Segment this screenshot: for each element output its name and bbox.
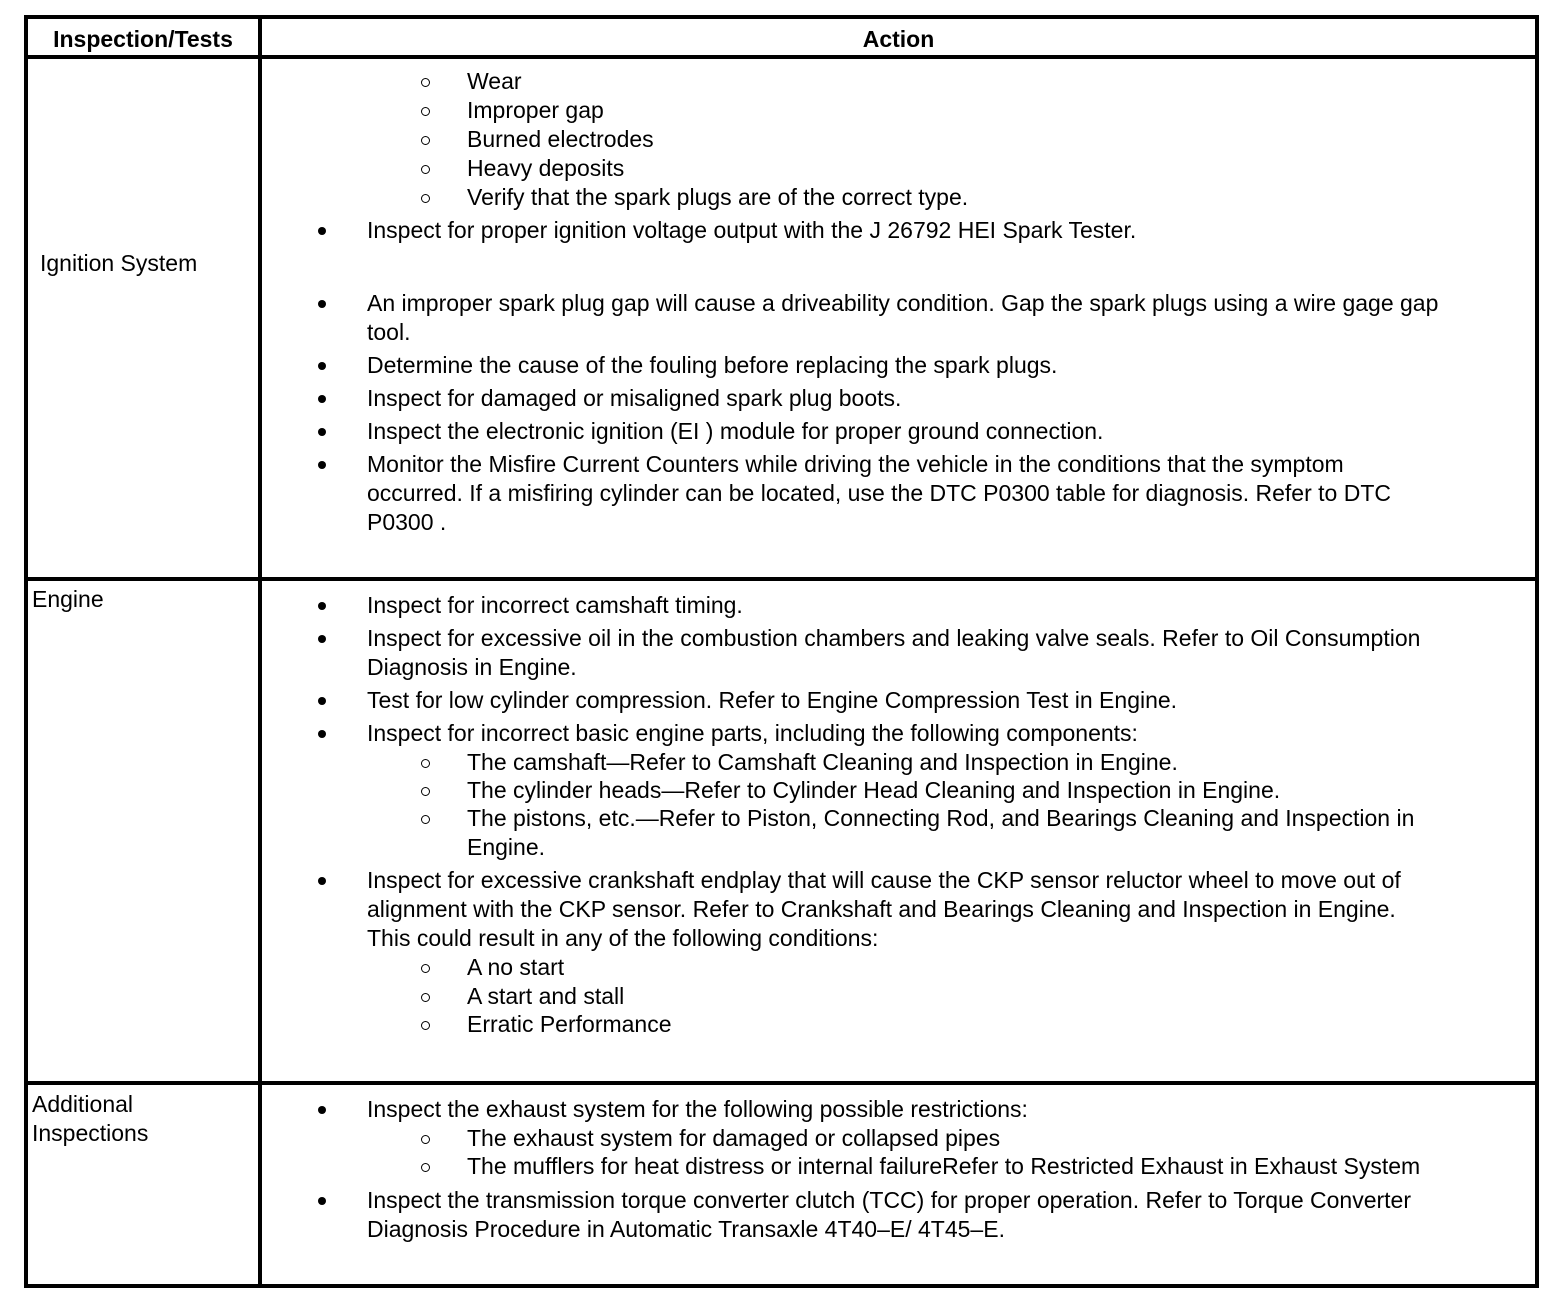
row-label-line: Additional — [32, 1091, 134, 1117]
list-item-text: Inspect for proper ignition voltage output with the J 26792 HEI Spark Tester. — [367, 217, 1137, 243]
sub-bullet-icon — [421, 993, 430, 1002]
inspection-table — [24, 15, 1539, 1288]
column-header-action: Action — [862, 26, 935, 52]
bullet-icon — [318, 730, 326, 738]
list-item-text: Inspect for excessive crankshaft endplay that will cause the CKP sensor reluctor wheel to move out of — [367, 867, 1401, 893]
sub-list-item-text: The cylinder heads—Refer to Cylinder Head Cleaning and Inspection in Engine. — [467, 777, 1281, 803]
action-cell-additional — [262, 1085, 1535, 1284]
list-item-text: Diagnosis in Engine. — [367, 654, 577, 680]
list-item-text: tool. — [367, 319, 411, 345]
list-item-text: Monitor the Misfire Current Counters while driving the vehicle in the conditions that the symptom — [367, 451, 1344, 477]
sub-bullet-icon — [421, 107, 430, 116]
sub-list-item-text: The exhaust system for damaged or collapsed pipes — [467, 1125, 1001, 1151]
sub-bullet-icon — [421, 1021, 430, 1030]
list-item-text: Inspect for damaged or misaligned spark plug boots. — [367, 385, 902, 411]
sub-bullet-icon — [421, 787, 430, 796]
row-label-ignition-system — [40, 249, 197, 278]
sub-bullet-icon — [421, 165, 430, 174]
bullet-icon — [318, 227, 326, 235]
sub-bullet-icon — [421, 1135, 430, 1144]
sub-bullet-icon — [421, 815, 430, 824]
sub-list-item-text: Erratic Performance — [467, 1011, 672, 1037]
bullet-icon — [318, 877, 326, 885]
row-label-line: Engine — [32, 586, 104, 612]
bullet-icon — [318, 395, 326, 403]
sub-list-item-text: A start and stall — [467, 983, 625, 1009]
row-label-line: Ignition System — [40, 250, 198, 276]
sub-list-item-text: Heavy deposits — [467, 155, 625, 181]
bullet-icon — [318, 461, 326, 469]
bullet-icon — [318, 362, 326, 370]
list-item-text: Determine the cause of the fouling before replacing the spark plugs. — [367, 352, 1058, 378]
column-header-inspection: Inspection/Tests — [53, 26, 233, 52]
sub-list-item-text: The camshaft—Refer to Camshaft Cleaning and Inspection in Engine. — [467, 749, 1178, 775]
action-cell-ignition — [262, 59, 1535, 577]
sub-list-item-text: Engine. — [467, 834, 546, 860]
sub-list-item-text: Burned electrodes — [467, 126, 654, 152]
list-item-text: An improper spark plug gap will cause a driveability condition. Gap the spark plugs using a wire gage gap — [367, 290, 1439, 316]
list-item-text: occurred. If a misfiring cylinder can be located, use the DTC P0300 table for diagnosis. Refer to DTC — [367, 480, 1391, 506]
list-item-text: alignment with the CKP sensor. Refer to Crankshaft and Bearings Cleaning and Inspection in Engine. — [367, 896, 1396, 922]
row-label-additional-inspections — [32, 1090, 148, 1148]
bullet-icon — [318, 428, 326, 436]
bullet-icon — [318, 1106, 326, 1114]
sub-list-item-text: Wear — [467, 68, 522, 94]
list-item-text: Inspect the exhaust system for the following possible restrictions: — [367, 1096, 1028, 1122]
sub-bullet-icon — [421, 1163, 430, 1172]
bullet-icon — [318, 635, 326, 643]
list-item-text: Inspect for incorrect basic engine parts, including the following components: — [367, 720, 1138, 746]
bullet-icon — [318, 602, 326, 610]
sub-bullet-icon — [421, 136, 430, 145]
list-item-text: Test for low cylinder compression. Refer to Engine Compression Test in Engine. — [367, 687, 1178, 713]
sub-bullet-icon — [421, 194, 430, 203]
sub-list-item-text: A no start — [467, 954, 565, 980]
list-item-text: Inspect for excessive oil in the combustion chambers and leaking valve seals. Refer to Oil Consumption — [367, 625, 1421, 651]
sub-bullet-icon — [421, 759, 430, 768]
action-cell-engine — [262, 581, 1535, 1081]
bullet-icon — [318, 300, 326, 308]
sub-list-item-text: The mufflers for heat distress or internal failureRefer to Restricted Exhaust in Exhaust System — [467, 1153, 1421, 1179]
bullet-icon — [318, 697, 326, 705]
sub-list-item-text: Improper gap — [467, 97, 604, 123]
list-item-text: Inspect the transmission torque converter clutch (TCC) for proper operation. Refer to Torque Converter — [367, 1187, 1411, 1213]
sub-bullet-icon — [421, 78, 430, 87]
sub-bullet-icon — [421, 964, 430, 973]
bullet-icon — [318, 1197, 326, 1205]
sub-list-item-text: The pistons, etc.—Refer to Piston, Connecting Rod, and Bearings Cleaning and Inspection in — [467, 805, 1415, 831]
list-item-text: This could result in any of the following conditions: — [367, 925, 879, 951]
list-item-text: P0300 . — [367, 509, 447, 535]
list-item-text: Inspect the electronic ignition (EI ) module for proper ground connection. — [367, 418, 1104, 444]
row-label-engine — [32, 585, 104, 614]
list-item-text: Diagnosis Procedure in Automatic Transaxle 4T40–E/ 4T45–E. — [367, 1216, 1005, 1242]
row-label-line: Inspections — [32, 1120, 149, 1146]
sub-list-item-text: Verify that the spark plugs are of the correct type. — [467, 184, 969, 210]
list-item-text: Inspect for incorrect camshaft timing. — [367, 592, 743, 618]
